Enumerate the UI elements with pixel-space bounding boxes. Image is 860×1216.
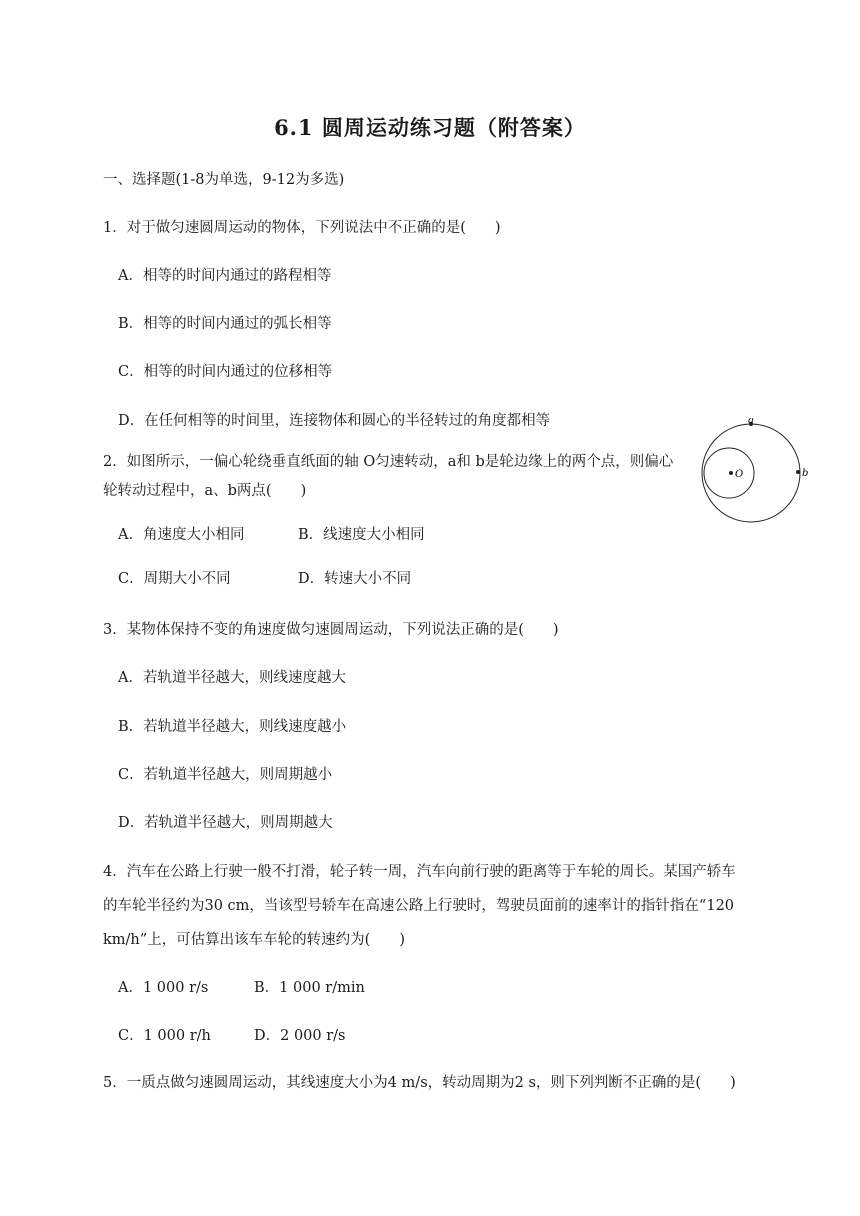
question-2-stem-line-1: 2．如图所示，一偏心轮绕垂直纸面的轴 O匀速转动，a和 b是轮边缘上的两个点，则偏心 <box>103 454 674 470</box>
label-b: b <box>802 468 809 479</box>
question-1-option-a: A．相等的时间内通过的路程相等 <box>118 268 332 284</box>
question-3-option-b: B．若轨道半径越大，则线速度越小 <box>118 719 347 735</box>
question-1-stem: 1．对于做匀速圆周运动的物体，下列说法中不正确的是( ) <box>103 220 501 236</box>
question-4-option-c: C．1 000 r/h <box>118 1028 211 1044</box>
question-4-stem-line-3: km/h”上，可估算出该车车轮的转速约为( ) <box>103 932 405 948</box>
question-3-stem: 3．某物体保持不变的角速度做匀速圆周运动，下列说法正确的是( ) <box>103 622 559 638</box>
question-2-option-b: B．线速度大小相同 <box>298 527 425 543</box>
label-a: a <box>748 418 754 426</box>
question-3-option-c: C．若轨道半径越大，则周期越小 <box>118 767 333 783</box>
section-heading: 一、选择题(1-8为单选，9-12为多选) <box>103 172 345 188</box>
question-4-option-a: A．1 000 r/s <box>118 980 209 996</box>
question-4-stem-line-2: 的车轮半径约为30 cm，当该型号轿车在高速公路上行驶时，驾驶员面前的速率计的指针指在“120 <box>103 898 735 914</box>
question-1-option-b: B．相等的时间内通过的弧长相等 <box>118 316 332 332</box>
question-4-option-d: D．2 000 r/s <box>254 1028 346 1044</box>
outer-wheel-circle <box>702 424 800 522</box>
page-title: 6.1 圆周运动练习题（附答案） <box>274 115 586 140</box>
question-2-option-d: D．转速大小不同 <box>298 571 412 587</box>
question-3-option-d: D．若轨道半径越大，则周期越大 <box>118 815 333 831</box>
eccentric-wheel-figure <box>700 418 816 524</box>
axis-o-dot <box>729 471 733 475</box>
question-4-stem-line-1: 4．汽车在公路上行驶一般不打滑，轮子转一周，汽车向前行驶的距离等于车轮的周长。某国产轿车 <box>103 864 736 880</box>
question-4-option-b: B．1 000 r/min <box>254 980 365 996</box>
question-5-stem: 5．一质点做匀速圆周运动，其线速度大小为4 m/s，转动周期为2 s，则下列判断不正确的是( ) <box>103 1075 736 1091</box>
question-2-option-a: A．角速度大小相同 <box>118 527 245 543</box>
question-1-option-d: D．在任何相等的时间里，连接物体和圆心的半径转过的角度都相等 <box>118 413 551 429</box>
question-2-stem-line-2: 轮转动过程中，a、b两点( ) <box>103 483 307 499</box>
question-3-option-a: A．若轨道半径越大，则线速度越大 <box>118 670 346 686</box>
point-b-dot <box>796 470 800 474</box>
label-o: O <box>735 469 744 480</box>
question-2-option-c: C．周期大小不同 <box>118 571 231 587</box>
question-1-option-c: C．相等的时间内通过的位移相等 <box>118 364 333 380</box>
